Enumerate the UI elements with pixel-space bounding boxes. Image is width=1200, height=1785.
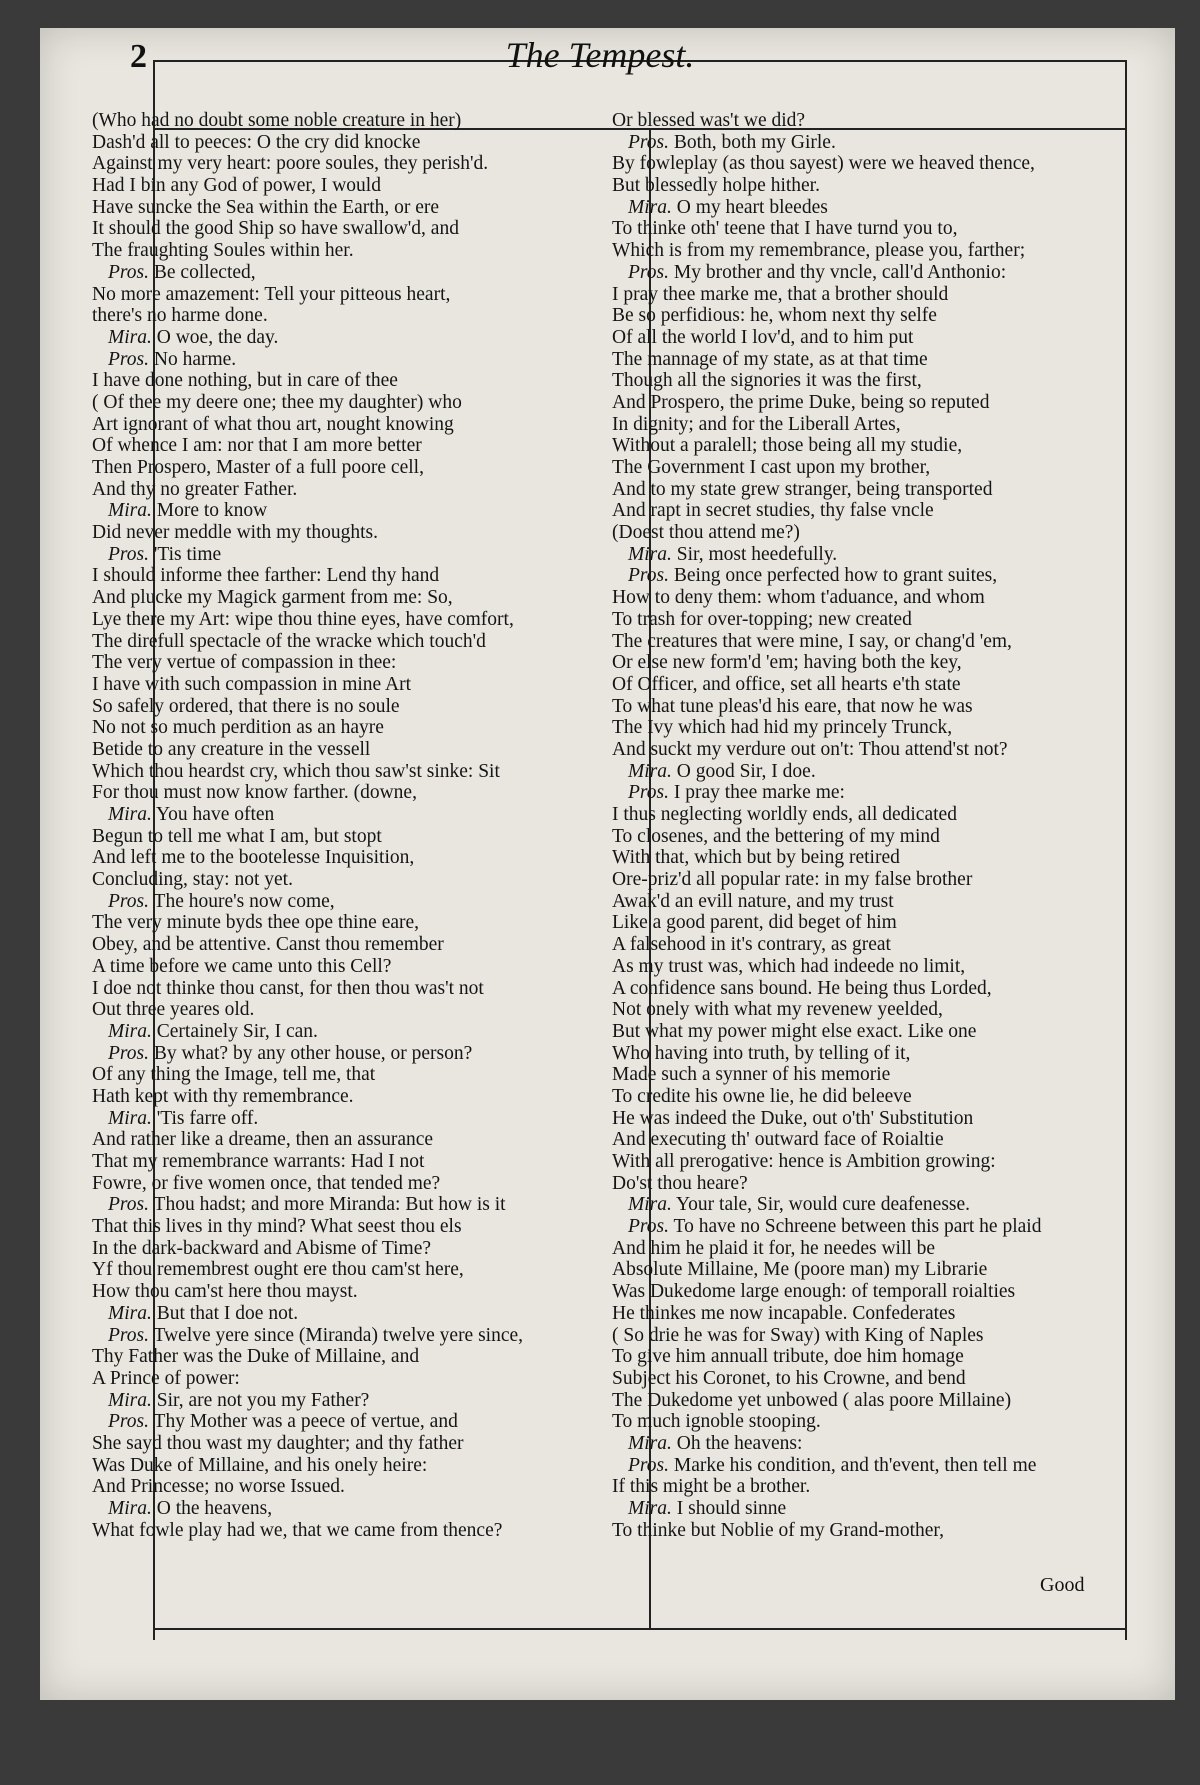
line-text: Out three yeares old. <box>92 999 255 1021</box>
speaker-prefix: Pros. <box>628 565 669 587</box>
line-text: My brother and thy vncle, call'd Anthonio: <box>673 261 1007 283</box>
text-line <box>92 1086 602 1108</box>
speaker-prefix: Mira. <box>628 1498 672 1519</box>
text-line <box>612 1346 1132 1368</box>
line-text: Like a good parent, did beget of him <box>612 912 897 934</box>
line-text: I pray thee marke me, that a brother should <box>612 283 949 305</box>
text-line <box>612 609 1132 631</box>
line-text: You have often <box>156 804 275 825</box>
text-line <box>92 587 602 609</box>
text-line <box>92 1346 602 1368</box>
line-text: Had I bin any God of power, I would <box>92 175 381 197</box>
line-text: Was Duke of Millaine, and his onely heire: <box>92 1454 428 1476</box>
speaker-prefix: Pros. <box>108 261 149 283</box>
text-line <box>612 1433 1132 1455</box>
text-line <box>612 327 1132 349</box>
line-text: And rather like a dreame, then an assurance <box>92 1129 434 1151</box>
text-line <box>92 999 602 1021</box>
text-line <box>612 1390 1132 1412</box>
line-text: No more amazement: Tell your pitteous heart, <box>92 283 451 305</box>
text-line <box>612 1021 1132 1043</box>
line-text: And left me to the bootelesse Inquisition, <box>92 847 415 869</box>
line-text: 'Tis farre off. <box>156 1107 259 1129</box>
text-line <box>612 1151 1132 1173</box>
text-line <box>612 1086 1132 1108</box>
line-text: By fowleplay (as thou sayest) were we heaved thence, <box>612 153 1035 175</box>
text-line <box>92 1108 602 1130</box>
line-text: A falsehood in it's contrary, as great <box>612 934 891 956</box>
line-text: Absolute Millaine, Me (poore man) my Librarie <box>612 1259 988 1281</box>
text-line <box>92 435 602 457</box>
text-line <box>612 1173 1132 1195</box>
speaker-prefix: Mira. <box>628 543 672 565</box>
line-text: Thy Mother was a peece of vertue, and <box>153 1411 458 1433</box>
speaker-prefix: Pros. <box>628 782 669 804</box>
text-line <box>92 804 602 826</box>
text-line <box>612 132 1132 154</box>
line-text: Of all the world I lov'd, and to him put <box>612 326 914 348</box>
line-text: With all prerogative: hence is Ambition growing: <box>612 1151 996 1172</box>
line-text: And thy no greater Father. <box>92 478 298 500</box>
line-text: Concluding, stay: not yet. <box>92 869 293 891</box>
text-line <box>92 934 602 956</box>
line-text: Or blessed was't we did? <box>612 110 806 131</box>
line-text: But that I doe not. <box>156 1302 299 1324</box>
line-text: He was indeed the Duke, out o'th' Substitution <box>612 1107 974 1129</box>
text-line <box>612 782 1132 804</box>
line-text: ( Of thee my deere one; thee my daughter) who <box>92 391 462 413</box>
text-line <box>612 110 1132 132</box>
line-text: Sir, are not you my Father? <box>156 1389 370 1411</box>
line-text: Obey, and be attentive. Canst thou remember <box>92 934 444 956</box>
line-text: But what my power might else exact. Like one <box>612 1020 977 1042</box>
text-line <box>92 1129 602 1151</box>
speaker-prefix: Pros. <box>628 261 669 283</box>
line-text: Or else new form'd 'em; having both the key, <box>612 652 962 674</box>
text-line <box>92 1476 602 1498</box>
text-line <box>92 1303 602 1325</box>
line-text: Then Prospero, Master of a full poore cell, <box>92 457 424 478</box>
line-text: I doe not thinke thou canst, for then thou was't not <box>92 977 484 999</box>
speaker-prefix: Mira. <box>108 1302 152 1324</box>
line-text: Be so perfidious: he, whom next thy selfe <box>612 305 937 327</box>
text-line <box>612 1064 1132 1086</box>
line-text: there's no harme done. <box>92 305 268 327</box>
text-line <box>92 1368 602 1390</box>
line-text: Against my very heart: poore soules, they perish'd. <box>92 153 489 175</box>
text-line <box>92 349 602 371</box>
line-text: That my remembrance warrants: Had I not <box>92 1151 425 1172</box>
speaker-prefix: Mira. <box>628 196 672 218</box>
text-line <box>92 132 602 154</box>
line-text: She sayd thou wast my daughter; and thy father <box>92 1432 464 1454</box>
text-line <box>92 457 602 479</box>
line-text: Awak'd an evill nature, and my trust <box>612 890 894 912</box>
text-line <box>612 1259 1132 1281</box>
speaker-prefix: Mira. <box>108 1107 152 1129</box>
text-line <box>92 370 602 392</box>
text-line <box>92 1498 602 1520</box>
line-text: In dignity; and for the Liberall Artes, <box>612 413 901 435</box>
line-text: Fowre, or five women once, that tended me? <box>92 1172 441 1194</box>
text-line <box>92 978 602 1000</box>
text-line <box>612 891 1132 913</box>
catchword: Good <box>1040 1574 1085 1596</box>
line-text: Both, both my Girle. <box>673 131 836 153</box>
line-text: Did never meddle with my thoughts. <box>92 522 378 544</box>
text-line <box>612 1498 1132 1520</box>
text-line <box>92 631 602 653</box>
text-line <box>612 652 1132 674</box>
text-line <box>612 1411 1132 1433</box>
text-line <box>92 240 602 262</box>
text-line <box>612 218 1132 240</box>
text-line <box>92 153 602 175</box>
line-text: And rapt in secret studies, thy false vncle <box>612 500 934 522</box>
text-line <box>92 262 602 284</box>
text-line <box>92 565 602 587</box>
text-line <box>92 284 602 306</box>
line-text: Of Officer, and office, set all hearts e'th state <box>612 673 961 695</box>
text-line <box>92 717 602 739</box>
text-line <box>612 153 1132 175</box>
line-text: Yf thou remembrest ought ere thou cam'st here, <box>92 1259 464 1281</box>
text-line <box>92 1194 602 1216</box>
text-line <box>612 1238 1132 1260</box>
line-text: Made such a synner of his memorie <box>612 1064 891 1086</box>
text-line <box>612 414 1132 436</box>
line-text: To trash for over-topping; new created <box>612 608 912 630</box>
text-line <box>92 1043 602 1065</box>
text-line <box>92 739 602 761</box>
line-text: What fowle play had we, that we came from thence? <box>92 1519 503 1541</box>
text-line <box>92 544 602 566</box>
text-line <box>92 197 602 219</box>
line-text: To much ignoble stooping. <box>612 1411 821 1433</box>
line-text: But blessedly holpe hither. <box>612 175 820 197</box>
speaker-prefix: Mira. <box>108 500 152 522</box>
text-line <box>612 1368 1132 1390</box>
line-text: Art ignorant of what thou art, nought knowing <box>92 413 454 435</box>
line-text: I have done nothing, but in care of thee <box>92 370 398 392</box>
text-line <box>92 696 602 718</box>
line-text: Twelve yere since (Miranda) twelve yere since, <box>153 1324 524 1346</box>
text-line <box>612 1043 1132 1065</box>
text-line <box>612 284 1132 306</box>
text-line <box>92 479 602 501</box>
line-text: O my heart bleedes <box>676 196 828 218</box>
line-text: To give him annuall tribute, doe him homage <box>612 1346 964 1368</box>
text-line <box>612 349 1132 371</box>
line-text: No harme. <box>153 348 237 370</box>
left-column <box>92 110 602 1541</box>
text-line <box>612 1303 1132 1325</box>
speaker-prefix: Mira. <box>628 1194 672 1216</box>
line-text: Thou hadst; and more Miranda: But how is it <box>153 1194 506 1216</box>
speaker-prefix: Pros. <box>628 1454 669 1476</box>
text-line <box>612 826 1132 848</box>
line-text: To closenes, and the bettering of my mind <box>612 825 940 847</box>
text-line <box>612 587 1132 609</box>
line-text: With that, which but by being retired <box>612 847 900 869</box>
text-line <box>92 1281 602 1303</box>
line-text: Your tale, Sir, would cure deafenesse. <box>676 1194 971 1216</box>
text-line <box>92 1325 602 1347</box>
line-text: To thinke but Noblie of my Grand-mother, <box>612 1519 944 1541</box>
text-line <box>612 1455 1132 1477</box>
line-text: Who having into truth, by telling of it, <box>612 1042 911 1064</box>
text-line <box>612 370 1132 392</box>
line-text: Oh the heavens: <box>676 1432 803 1454</box>
line-text: If this might be a brother. <box>612 1476 811 1498</box>
speaker-prefix: Pros. <box>628 131 669 153</box>
line-text: How to deny them: whom t'aduance, and whom <box>612 587 985 609</box>
bottom-rule <box>155 1628 1125 1630</box>
text-line <box>92 327 602 349</box>
text-line <box>612 240 1132 262</box>
text-line <box>612 1129 1132 1151</box>
line-text: Not onely with what my revenew yeelded, <box>612 999 943 1021</box>
line-text: No not so much perdition as an hayre <box>92 717 384 739</box>
line-text: And suckt my verdure out on't: Thou attend'st not? <box>612 738 1008 760</box>
text-line <box>92 175 602 197</box>
line-text: Thy Father was the Duke of Millaine, and <box>92 1346 420 1368</box>
speaker-prefix: Mira. <box>108 1020 152 1042</box>
line-text: Ore-priz'd all popular rate: in my false brother <box>612 869 973 891</box>
text-line <box>612 1520 1132 1542</box>
text-line <box>612 631 1132 653</box>
text-line <box>92 1433 602 1455</box>
text-line <box>92 826 602 848</box>
line-text: So safely ordered, that there is no soule <box>92 695 400 717</box>
line-text: And Princesse; no worse Issued. <box>92 1476 345 1498</box>
speaker-prefix: Pros. <box>108 348 149 370</box>
text-line <box>92 956 602 978</box>
text-line <box>612 305 1132 327</box>
line-text: Of whence I am: nor that I am more better <box>92 435 422 457</box>
line-text: Hath kept with thy remembrance. <box>92 1085 354 1107</box>
text-line <box>612 912 1132 934</box>
text-line <box>612 999 1132 1021</box>
text-line <box>612 978 1132 1000</box>
line-text: It should the good Ship so have swallow'd, and <box>92 218 459 240</box>
right-column <box>612 110 1132 1541</box>
text-line <box>92 782 602 804</box>
line-text: The direfull spectacle of the wracke which touch'd <box>92 630 486 652</box>
text-line <box>612 1476 1132 1498</box>
line-text: Betide to any creature in the vessell <box>92 738 371 760</box>
text-line <box>92 609 602 631</box>
text-line <box>92 1021 602 1043</box>
line-text: The Ivy which had hid my princely Trunck, <box>612 717 953 739</box>
line-text: And plucke my Magick garment from me: So, <box>92 587 453 609</box>
text-line <box>612 565 1132 587</box>
speaker-prefix: Mira. <box>628 1432 672 1454</box>
text-line <box>92 1259 602 1281</box>
speaker-prefix: Pros. <box>108 1324 149 1346</box>
text-line <box>612 717 1132 739</box>
speaker-prefix: Pros. <box>108 1411 149 1433</box>
text-line <box>92 522 602 544</box>
text-line <box>612 1108 1132 1130</box>
line-text: And Prospero, the prime Duke, being so reputed <box>612 391 990 413</box>
line-text: The very vertue of compassion in thee: <box>92 652 397 674</box>
speaker-prefix: Mira. <box>108 1498 152 1519</box>
text-line <box>612 956 1132 978</box>
line-text: O the heavens, <box>156 1498 273 1519</box>
text-line <box>612 435 1132 457</box>
line-text: Do'st thou heare? <box>612 1172 748 1194</box>
line-text: Was Dukedome large enough: of temporall roialties <box>612 1281 1016 1303</box>
text-line <box>92 847 602 869</box>
text-line <box>612 479 1132 501</box>
line-text: And him he plaid it for, he needes will be <box>612 1237 936 1259</box>
line-text: Be collected, <box>153 261 256 283</box>
text-line <box>92 1064 602 1086</box>
text-line <box>612 761 1132 783</box>
line-text: I should sinne <box>676 1498 787 1519</box>
text-line <box>612 674 1132 696</box>
text-line <box>92 110 602 132</box>
text-line <box>92 500 602 522</box>
speaker-prefix: Mira. <box>108 1389 152 1411</box>
line-text: The very minute byds thee ope thine eare, <box>92 912 420 934</box>
line-text: The fraughting Soules within her. <box>92 240 354 262</box>
speaker-prefix: Pros. <box>108 1194 149 1216</box>
line-text: I should informe thee farther: Lend thy hand <box>92 565 440 587</box>
speaker-prefix: Pros. <box>108 1042 149 1064</box>
line-text: To thinke oth' teene that I have turnd you to, <box>612 218 958 240</box>
line-text: For thou must now know farther. (downe, <box>92 782 417 804</box>
line-text: To credite his owne lie, he did beleeve <box>612 1085 912 1107</box>
line-text: I thus neglecting worldly ends, all dedicated <box>612 804 957 825</box>
speaker-prefix: Mira. <box>108 326 152 348</box>
text-line <box>612 1216 1132 1238</box>
text-line <box>612 739 1132 761</box>
text-line <box>92 1216 602 1238</box>
text-line <box>92 761 602 783</box>
text-line <box>612 1194 1132 1216</box>
line-text: Sir, most heedefully. <box>676 543 838 565</box>
line-text: Which is from my remembrance, please you, farther; <box>612 240 1026 262</box>
line-text: The creatures that were mine, I say, or chang'd 'em, <box>612 630 1012 652</box>
line-text: ( So drie he was for Sway) with King of Naples <box>612 1324 984 1346</box>
line-text: And executing th' outward face of Roialtie <box>612 1129 944 1151</box>
line-text: Have suncke the Sea within the Earth, or ere <box>92 196 440 218</box>
text-line <box>612 1281 1132 1303</box>
line-text: Of any thing the Image, tell me, that <box>92 1064 376 1086</box>
line-text: 'Tis time <box>153 543 222 565</box>
text-line <box>612 804 1132 826</box>
line-text: Without a paralell; those being all my studie, <box>612 435 963 457</box>
text-line <box>92 1455 602 1477</box>
text-line <box>92 1173 602 1195</box>
line-text: The mannage of my state, as at that time <box>612 348 928 370</box>
text-line <box>612 934 1132 956</box>
text-line <box>92 1238 602 1260</box>
text-line <box>92 891 602 913</box>
line-text: How thou cam'st here thou mayst. <box>92 1281 358 1303</box>
text-line <box>612 197 1132 219</box>
speaker-prefix: Pros. <box>108 890 149 912</box>
text-line <box>92 305 602 327</box>
text-line <box>92 1151 602 1173</box>
line-text: By what? by any other house, or person? <box>153 1042 473 1064</box>
text-line <box>612 847 1132 869</box>
text-line <box>612 696 1132 718</box>
page-number: 2 <box>130 38 147 75</box>
text-line <box>92 912 602 934</box>
text-line <box>92 674 602 696</box>
line-text: More to know <box>156 500 268 522</box>
text-line <box>612 457 1132 479</box>
line-text: A Prince of power: <box>92 1367 240 1389</box>
line-text: I have with such compassion in mine Art <box>92 673 411 695</box>
line-text: Certainely Sir, I can. <box>156 1020 318 1042</box>
text-line <box>612 544 1132 566</box>
line-text: And to my state grew stranger, being transported <box>612 478 993 500</box>
line-text: That this lives in thy mind? What seest thou els <box>92 1216 462 1238</box>
line-text: (Doest thou attend me?) <box>612 522 800 544</box>
speaker-prefix: Pros. <box>108 543 149 565</box>
line-text: Begun to tell me what I am, but stopt <box>92 825 382 847</box>
text-line <box>92 1520 602 1542</box>
line-text: Which thou heardst cry, which thou saw'st sinke: Sit <box>92 760 500 782</box>
line-text: He thinkes me now incapable. Confederates <box>612 1302 956 1324</box>
text-line <box>612 175 1132 197</box>
line-text: Subject his Coronet, to his Crowne, and bend <box>612 1367 966 1389</box>
text-line <box>612 262 1132 284</box>
text-line <box>92 1411 602 1433</box>
text-line <box>92 414 602 436</box>
line-text: Marke his condition, and th'event, then tell me <box>673 1454 1037 1476</box>
line-text: To have no Schreene between this part he plaid <box>673 1216 1042 1238</box>
line-text: As my trust was, which had indeede no limit, <box>612 955 966 977</box>
line-text: To what tune pleas'd his eare, that now he was <box>612 695 973 717</box>
line-text: A time before we came unto this Cell? <box>92 955 392 977</box>
line-text: Though all the signories it was the first, <box>612 370 922 392</box>
line-text: The Dukedome yet unbowed ( alas poore Millaine) <box>612 1389 1012 1411</box>
text-line <box>612 500 1132 522</box>
line-text: Being once perfected how to grant suites, <box>673 565 998 587</box>
line-text: The houre's now come, <box>153 890 335 912</box>
text-line <box>92 652 602 674</box>
text-line <box>612 392 1132 414</box>
line-text: (Who had no doubt some noble creature in her) <box>92 110 462 131</box>
speaker-prefix: Mira. <box>628 760 672 782</box>
text-line <box>92 218 602 240</box>
line-text: O good Sir, I doe. <box>676 760 816 782</box>
line-text: In the dark-backward and Abisme of Time? <box>92 1237 432 1259</box>
text-line <box>92 1390 602 1412</box>
text-line <box>612 869 1132 891</box>
line-text: O woe, the day. <box>156 326 279 348</box>
line-text: A confidence sans bound. He being thus Lorded, <box>612 977 992 999</box>
text-line <box>612 522 1132 544</box>
text-line <box>92 392 602 414</box>
text-line <box>92 869 602 891</box>
text-line <box>612 1325 1132 1347</box>
page-title: The Tempest. <box>505 35 695 75</box>
line-text: Dash'd all to peeces: O the cry did knocke <box>92 131 421 153</box>
speaker-prefix: Pros. <box>628 1216 669 1238</box>
speaker-prefix: Mira. <box>108 804 152 825</box>
line-text: Lye there my Art: wipe thou thine eyes, have comfort, <box>92 608 514 630</box>
line-text: The Government I cast upon my brother, <box>612 457 931 478</box>
line-text: I pray thee marke me: <box>673 782 845 804</box>
